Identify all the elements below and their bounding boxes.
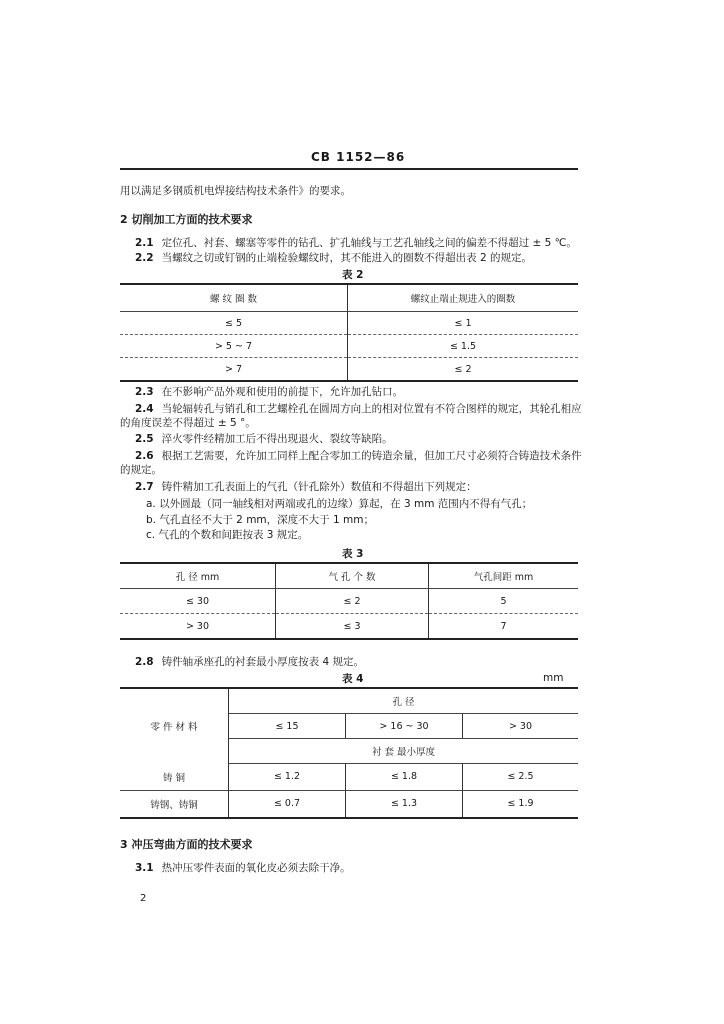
table-2 — [120, 283, 578, 382]
table-header-cell: > 16 ~ 30 — [346, 714, 463, 739]
table-header-cell: 气 孔 个 数 — [276, 563, 429, 589]
table-cell: 铸 铜 — [120, 764, 229, 791]
table-cell: ≤ 3 — [276, 614, 429, 640]
para-text: 淬火零件经精加工后不得出现退火、裂纹等缺陷。 — [161, 433, 393, 445]
table-row — [120, 335, 578, 358]
table-header-cell: 螺 纹 圈 数 — [120, 284, 348, 312]
table-row — [120, 764, 578, 791]
para-2-6 — [135, 449, 582, 463]
para-number: 2.2 — [135, 252, 154, 264]
section-2-title: 2 切削加工方面的技术要求 — [120, 213, 253, 226]
para-2-7-b: b. 气孔直径不大于 2 mm，深度不大于 1 mm； — [146, 514, 374, 526]
section-3-title: 3 冲压弯曲方面的技术要求 — [120, 838, 253, 851]
table-sub-caption: 衬 套 最小厚度 — [229, 739, 579, 764]
table-header-cell: ≤ 15 — [229, 714, 346, 739]
table-cell: ≤ 1.3 — [346, 790, 463, 818]
para-2-4 — [135, 402, 582, 416]
para-2-7-a: a. 以外圆最（同一轴线相对两端或孔的边缘）算起，在 3 mm 范围内不得有气孔； — [146, 498, 533, 510]
table-3 — [120, 562, 578, 640]
table-cell: 7 — [500, 620, 507, 632]
table-cell: ≤ 2 — [276, 589, 429, 614]
table-cell: ≤ 30 — [120, 589, 276, 614]
para-number: 2.1 — [135, 237, 154, 249]
table-cell: ≤ 1.2 — [229, 764, 346, 791]
para-2-4-cont: 的角度误差不得超过 ± 5 °。 — [120, 417, 256, 429]
para-2-8 — [135, 655, 364, 669]
table-cell: ≤ 2.5 — [463, 764, 579, 791]
table-group-header: 孔 径 — [229, 688, 579, 714]
table-2-caption: 表 2 — [342, 269, 364, 281]
table-3-caption: 表 3 — [342, 548, 364, 560]
para-number: 2.8 — [135, 656, 154, 668]
table-header-cell: 气孔间距 mm — [429, 563, 579, 589]
para-2-2 — [135, 251, 532, 265]
para-text: 根据工艺需要，允许加工同样上配合零加工的铸造余量，但加工尺寸必须符合铸造技术条件 — [161, 450, 582, 462]
table-row — [120, 589, 578, 614]
table-header-row — [120, 688, 578, 714]
para-text: 热冲压零件表面的氧化皮必须去除干净。 — [161, 862, 351, 874]
table-header-cell: 孔 径 mm — [120, 563, 276, 589]
table-header-row — [120, 284, 578, 312]
table-cell: ≤ 0.7 — [229, 790, 346, 818]
para-text: 在不影响产品外观和使用的前提下，允许加孔钻口。 — [161, 386, 404, 398]
para-3-1 — [135, 861, 351, 875]
table-cell: > 7 — [120, 358, 348, 382]
table-4-caption: 表 4 — [342, 673, 364, 685]
para-number: 2.5 — [135, 433, 154, 445]
table-cell: ≤ 1 — [348, 312, 579, 335]
table-cell: ≤ 1.5 — [348, 335, 579, 358]
table-cell: ≤ 1.9 — [507, 798, 534, 809]
para-text: 铸件轴承座孔的衬套最小厚度按表 4 规定。 — [161, 656, 364, 668]
table-cell: > 5 ~ 7 — [120, 335, 348, 358]
table-header-cell: > 30 — [463, 714, 579, 739]
table-cell: 5 — [429, 589, 579, 614]
para-text: 铸件精加工孔表面上的气孔（针孔除外）数值和不得超出下列规定： — [161, 481, 477, 493]
page-number: 2 — [140, 893, 147, 904]
table-4-unit: mm — [543, 672, 564, 684]
para-number: 3.1 — [135, 862, 154, 874]
para-2-6-cont: 的规定。 — [120, 464, 162, 476]
table-header-row — [120, 563, 578, 589]
para-text: 当螺纹之切或钉钢的止端检验螺纹时，其不能进入的圈数不得超出表 2 的规定。 — [161, 252, 532, 264]
table-row — [120, 358, 578, 382]
header-rule — [120, 168, 578, 170]
para-2-5 — [135, 432, 393, 446]
table-cell: 铸钢、铸铜 — [120, 790, 229, 818]
para-number: 2.6 — [135, 450, 154, 462]
para-number: 2.3 — [135, 386, 154, 398]
table-row — [120, 614, 578, 640]
para-text: 当轮辐转孔与销孔和工艺螺栓孔在圆周方向上的相对位置有不符合图样的规定，其轮孔相应 — [161, 403, 582, 415]
table-cell: ≤ 2 — [454, 363, 472, 375]
para-2-1 — [135, 236, 577, 250]
intro-text: 用以满足多钢质机电焊接结构技术条件》的要求。 — [120, 185, 351, 197]
para-number: 2.4 — [135, 403, 154, 415]
para-number: 2.7 — [135, 481, 154, 493]
table-row-header: 零 件 材 料 — [120, 688, 229, 764]
table-header-cell: 螺纹止端止规进入的圈数 — [348, 284, 579, 312]
table-cell: > 30 — [120, 614, 276, 640]
para-2-3 — [135, 385, 403, 399]
para-text: 定位孔、衬套、螺塞等零件的钻孔、扩孔轴线与工艺孔轴线之间的偏差不得超过 ± 5 ℃。 — [161, 237, 577, 249]
table-4 — [120, 687, 578, 819]
standard-code: CB 1152—86 — [311, 150, 406, 164]
table-row — [120, 790, 578, 818]
table-cell: ≤ 5 — [120, 312, 348, 335]
table-cell: ≤ 1.8 — [346, 764, 463, 791]
para-2-7 — [135, 480, 477, 494]
para-2-7-c: c. 气孔的个数和间距按表 3 规定。 — [146, 529, 309, 541]
table-row — [120, 312, 578, 335]
